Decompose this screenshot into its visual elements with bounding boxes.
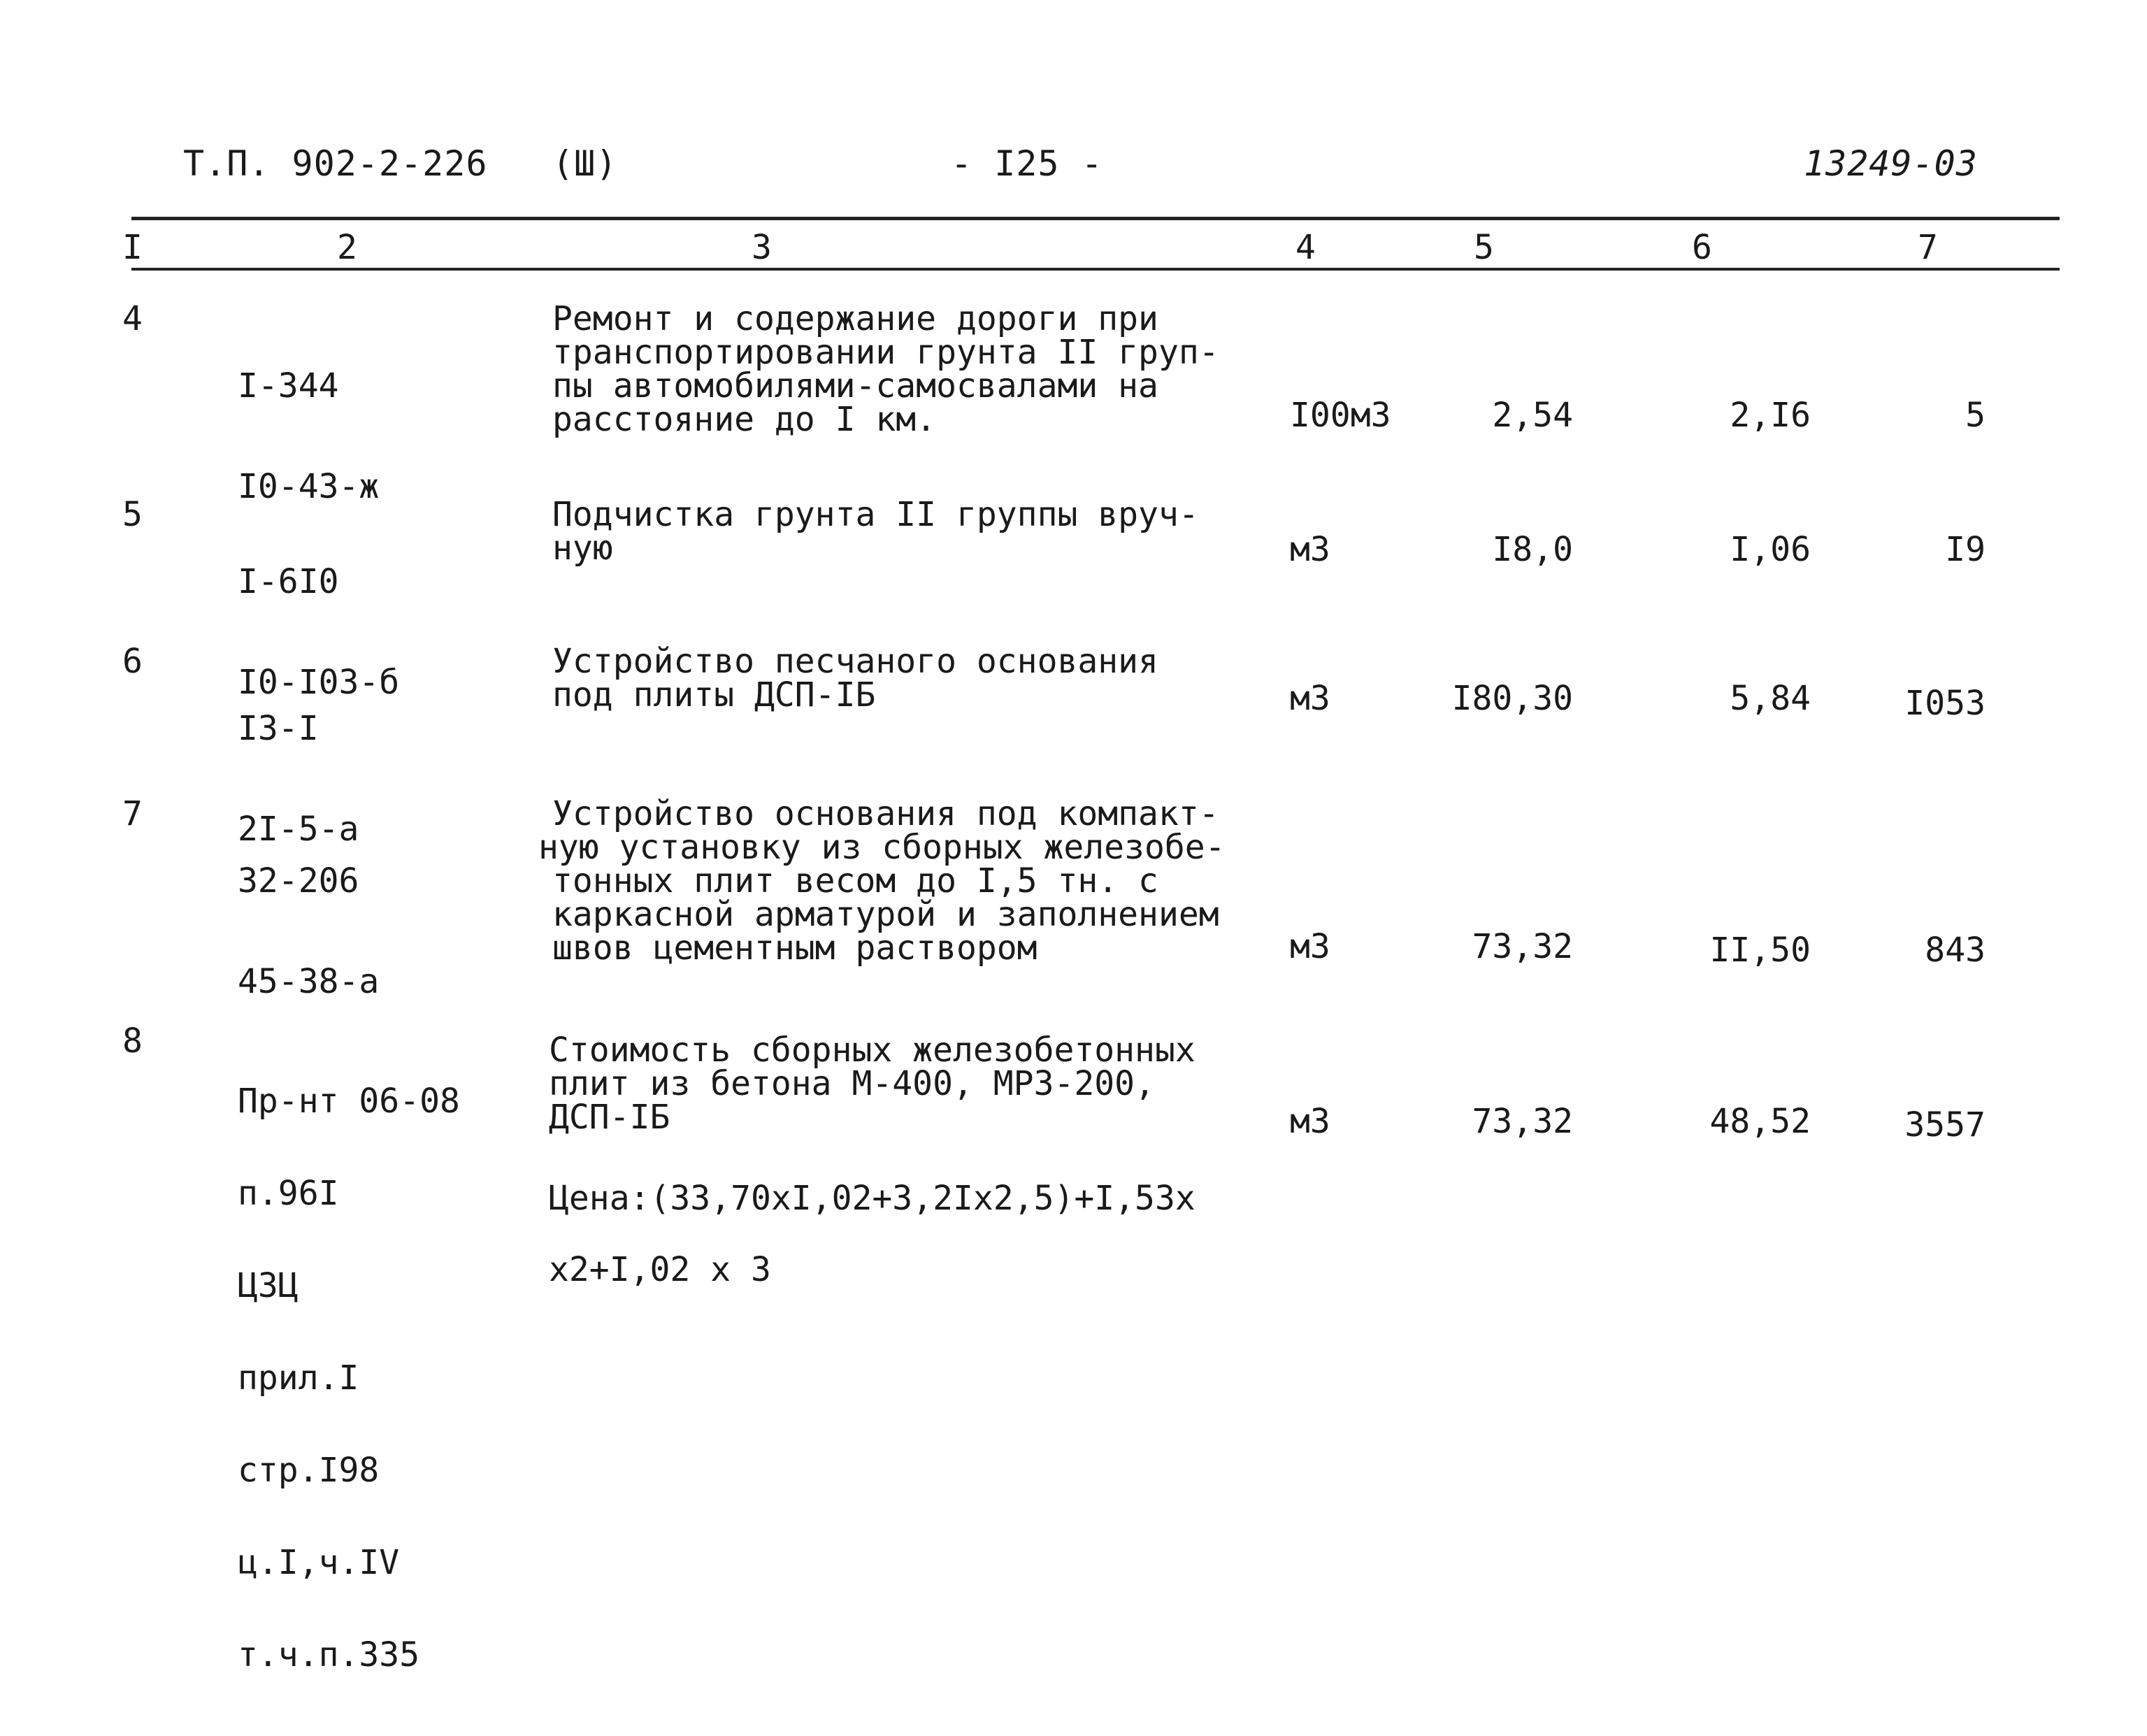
- top-rule: [131, 217, 2060, 220]
- row-number: 8: [122, 1021, 143, 1061]
- unit: м3: [1290, 679, 1330, 718]
- unit-price: 5,84: [1730, 679, 1811, 718]
- total-cost: I053: [1904, 684, 1986, 723]
- quantity: I80,30: [1451, 679, 1573, 718]
- quantity: 2,54: [1492, 396, 1573, 435]
- column-header-1: I: [122, 228, 143, 267]
- unit: I00м3: [1290, 396, 1391, 435]
- row-number: 7: [122, 794, 143, 833]
- row-number: 6: [122, 642, 143, 681]
- unit-price: 2,I6: [1730, 396, 1811, 435]
- column-header-7: 7: [1918, 228, 1938, 267]
- column-header-5: 5: [1474, 228, 1494, 267]
- row-number: 4: [122, 299, 143, 338]
- quantity: 73,32: [1472, 1102, 1573, 1141]
- unit-price: I,06: [1730, 530, 1811, 569]
- work-description: Стоимость сборных железобетонных плит из бетона М-400, МРЗ-200, ДСП-IБ: [549, 1031, 1195, 1137]
- work-description: Устройство основания под компакт- ную установку из сборных железобе- тонных плит весом до I,5 тн. с каркасной арматурой и заполнением швов цементным раствором: [538, 794, 1226, 968]
- unit: м3: [1290, 927, 1330, 966]
- norm-code: I-6I0 I0-I03-б: [238, 562, 400, 702]
- norm-code: I-344 I0-43-ж: [238, 366, 380, 506]
- work-description: Подчистка грунта II группы вруч- ную: [552, 495, 1199, 568]
- column-header-2: 2: [337, 228, 357, 267]
- price-formula-line-1: Цена:(33,70хI,02+3,2Iх2,5)+I,53х: [549, 1179, 1195, 1218]
- project-number: Т.П. 902-2-226: [183, 143, 488, 184]
- header-rule: [131, 268, 2060, 271]
- row-number: 5: [122, 495, 143, 534]
- total-cost: I9: [1945, 530, 1986, 569]
- norm-code: 32-206 45-38-а: [238, 861, 380, 1001]
- work-description: Ремонт и содержание дороги при транспортировании грунта II груп- пы автомобилями-самосвалами на расстояние до I км.: [552, 299, 1219, 439]
- unit-price: II,50: [1709, 931, 1811, 970]
- column-header-3: 3: [752, 228, 772, 267]
- total-cost: 5: [1965, 396, 1986, 435]
- column-header-6: 6: [1692, 228, 1712, 267]
- quantity: I8,0: [1492, 530, 1573, 569]
- total-cost: 3557: [1904, 1105, 1986, 1145]
- column-header-4: 4: [1295, 228, 1316, 267]
- work-description: Устройство песчаного основания под плиты ДСП-IБ: [552, 642, 1158, 715]
- unit: м3: [1290, 1102, 1330, 1141]
- norm-code: I3-I 2I-5-а: [238, 709, 359, 849]
- document-code: 13249-03: [1804, 143, 1978, 184]
- unit-price: 48,52: [1709, 1102, 1811, 1141]
- total-cost: 843: [1925, 931, 1986, 970]
- norm-code: Пр-нт 06-08 п.96I ЦЗЦ прил.I стр.I98 ц.I,ч.IV т.ч.п.335: [238, 1082, 460, 1674]
- page-number: - I25 -: [951, 143, 1103, 184]
- quantity: 73,32: [1472, 927, 1573, 966]
- price-formula-line-2: х2+I,02 х 3: [549, 1250, 771, 1289]
- volume-number: (Ш): [552, 143, 618, 184]
- unit: м3: [1290, 530, 1330, 569]
